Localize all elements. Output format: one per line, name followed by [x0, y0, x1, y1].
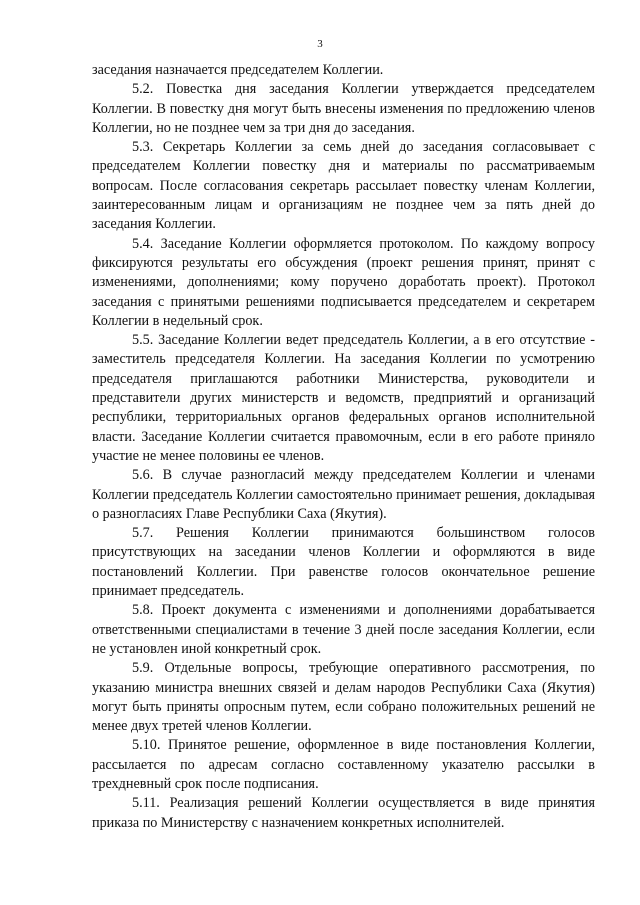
page-number: 3 [317, 38, 323, 50]
paragraph-5-5: 5.5. Заседание Коллегии ведет председатель Коллегии, а в его отсутствие - заместитель председателя Коллегии. На заседания Коллегии по усмотрению председателя приглашаются работники Министерства, руководители и представители других министерств и ведомств, предприятий и организаций республики, территориальных органов федеральных органов исполнительной власти. Заседание Коллегии считается правомочным, если в его работе приняло участие не менее половины ее членов. [92, 332, 595, 464]
paragraph-5-6: 5.6. В случае разногласий между председателем Коллегии и членами Коллегии председатель Коллегии самостоятельно принимает решения, докладывая о разногласиях Главе Республики Саха (Якутия). [92, 467, 595, 522]
paragraph-5-4: 5.4. Заседание Коллегии оформляется протоколом. По каждому вопросу фиксируются результаты его обсуждения (проект решения принят, принят с изменениями, дополнениями; кому поручено доработать проект). Протокол заседания с принятыми решениями подписывается председателем и секретарем Коллегии в недельный срок. [92, 235, 595, 329]
paragraph-5-10: 5.10. Принятое решение, оформленное в виде постановления Коллегии, рассылается по адресам согласно составленному указателю рассылки в трехдневный срок после подписания. [92, 737, 595, 792]
paragraph-5-9: 5.9. Отдельные вопросы, требующие оперативного рассмотрения, по указанию министра внешних связей и делам народов Республики Саха (Якутия) могут быть приняты опросным путем, если собрано положительных решений не менее двух третей членов Коллегии. [92, 660, 595, 735]
paragraph-5-7: 5.7. Решения Коллегии принимаются большинством голосов присутствующих на заседании членов Коллегии и оформляются в виде постановлений Коллегии. При равенстве голосов окончательное решение принимает председатель. [92, 525, 595, 600]
paragraph-5-3: 5.3. Секретарь Коллегии за семь дней до заседания согласовывает с председателем Коллегии повестку дня и материалы по рассматриваемым вопросам. После согласования секретарь рассылает повестку членам Коллегии, заинтересованным лицам и организациям не позднее чем за пять дней до заседания Коллегии. [92, 139, 595, 233]
paragraph-5-11: 5.11. Реализация решений Коллегии осуществляется в виде принятия приказа по Министерству с назначением конкретных исполнителей. [92, 795, 595, 831]
paragraph-continuation: заседания назначается председателем Коллегии. [92, 62, 384, 78]
paragraph-5-2: 5.2. Повестка дня заседания Коллегии утверждается председателем Коллегии. В повестку дня могут быть внесены изменения по предложению членов Коллегии, но не позднее чем за три дня до заседания. [92, 81, 595, 136]
document-body [92, 61, 595, 833]
paragraph-5-8: 5.8. Проект документа с изменениями и дополнениями дорабатывается ответственными специалистами в течение 3 дней после заседания Коллегии, если не установлен иной конкретный срок. [92, 602, 595, 657]
